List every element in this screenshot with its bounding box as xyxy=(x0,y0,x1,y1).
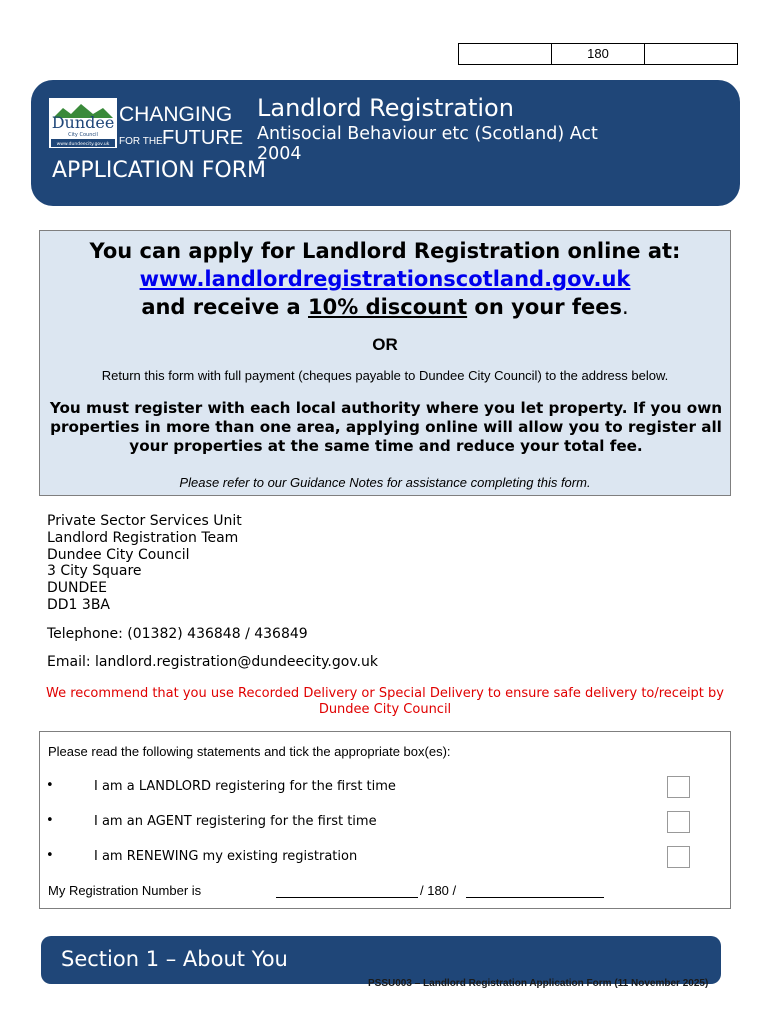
logo-changing-text: CHANGING xyxy=(119,103,233,126)
registration-number-field-2[interactable] xyxy=(466,897,604,898)
statements-intro: Please read the following statements and tick the appropriate box(es): xyxy=(48,744,451,759)
reference-number-box xyxy=(458,43,738,65)
address-line: DD1 3BA xyxy=(47,596,111,613)
form-subtitle: Antisocial Behaviour etc (Scotland) Act xyxy=(257,124,598,144)
header-banner xyxy=(31,80,740,206)
form-subtitle-year: 2004 xyxy=(257,144,302,164)
discount-period: . xyxy=(621,295,629,319)
online-apply-heading: You can apply for Landlord Registration online at: xyxy=(89,239,681,263)
document-footer: PSSU003 – Landlord Registration Application Form (11 November 2025) xyxy=(368,978,709,989)
statement-agent-label: I am an AGENT registering for the first time xyxy=(94,814,377,829)
address-line: Private Sector Services Unit xyxy=(47,513,242,529)
logo-future-text: FUTURE xyxy=(162,127,244,149)
dundee-logo xyxy=(49,98,244,149)
reference-cell-3 xyxy=(645,44,737,64)
application-form-label: APPLICATION FORM xyxy=(52,158,266,183)
registration-website-link[interactable]: www.landlordregistrationscotland.gov.uk xyxy=(139,267,631,291)
registration-number-label: My Registration Number is xyxy=(48,883,202,898)
bullet-icon: • xyxy=(46,813,54,828)
statement-renewing-label: I am RENEWING my existing registration xyxy=(94,849,358,864)
registration-number-row xyxy=(48,883,457,898)
address-line: Dundee City Council xyxy=(47,546,190,563)
bullet-icon: • xyxy=(46,848,54,863)
logo-url-text: www.dundeecity.gov.uk xyxy=(56,142,110,147)
discount-before: and receive a xyxy=(141,295,308,319)
statement-row-agent xyxy=(46,811,726,835)
online-apply-notice xyxy=(39,230,731,496)
registration-number-field-1[interactable] xyxy=(276,897,418,898)
email-address: Email: landlord.registration@dundeecity.gov.uk xyxy=(47,654,378,670)
statement-row-landlord xyxy=(46,776,726,800)
agent-first-time-checkbox[interactable] xyxy=(667,811,690,833)
form-title: Landlord Registration xyxy=(257,94,514,122)
address-line: 3 City Square xyxy=(47,563,142,580)
renewing-registration-checkbox[interactable] xyxy=(667,846,690,868)
telephone-number: Telephone: (01382) 436848 / 436849 xyxy=(47,626,308,642)
postal-address xyxy=(47,513,242,614)
logo-forthe-text: FOR THE xyxy=(119,136,163,147)
section-1-title: Section 1 – About You xyxy=(61,947,288,971)
registration-number-separator: / 180 / xyxy=(420,883,457,898)
discount-after: on your fees xyxy=(467,295,622,319)
landlord-first-time-checkbox[interactable] xyxy=(667,776,690,798)
logo-dundee-text: Dundee xyxy=(51,113,115,132)
or-divider: OR xyxy=(372,335,398,354)
return-instructions: Return this form with full payment (cheques payable to Dundee City Council) to the address below. xyxy=(101,368,669,383)
delivery-recommendation: We recommend that you use Recorded Delivery or Special Delivery to ensure safe delivery to/receipt by Dundee City Council xyxy=(46,686,724,717)
discount-amount: 10% discount xyxy=(308,295,468,319)
registration-type-statements xyxy=(39,731,731,909)
guidance-notes-reference: Please refer to our Guidance Notes for assistance completing this form. xyxy=(179,475,591,490)
statement-landlord-label: I am a LANDLORD registering for the first time xyxy=(94,779,396,794)
reference-cell-1 xyxy=(459,44,552,64)
address-line: Landlord Registration Team xyxy=(47,529,239,546)
bullet-icon: • xyxy=(46,778,54,793)
statement-row-renewing xyxy=(46,846,726,870)
section-1-header xyxy=(41,936,721,989)
register-each-authority-notice: You must register with each local authority where you let property. If you own properties in more than one area, applying online will allow you to register all your properties at the same time and reduce your total fee. xyxy=(49,399,723,455)
address-line: DUNDEE xyxy=(47,580,107,597)
discount-line xyxy=(40,295,730,319)
reference-cell-2: 180 xyxy=(552,44,645,64)
logo-council-text: City Council xyxy=(68,132,98,138)
